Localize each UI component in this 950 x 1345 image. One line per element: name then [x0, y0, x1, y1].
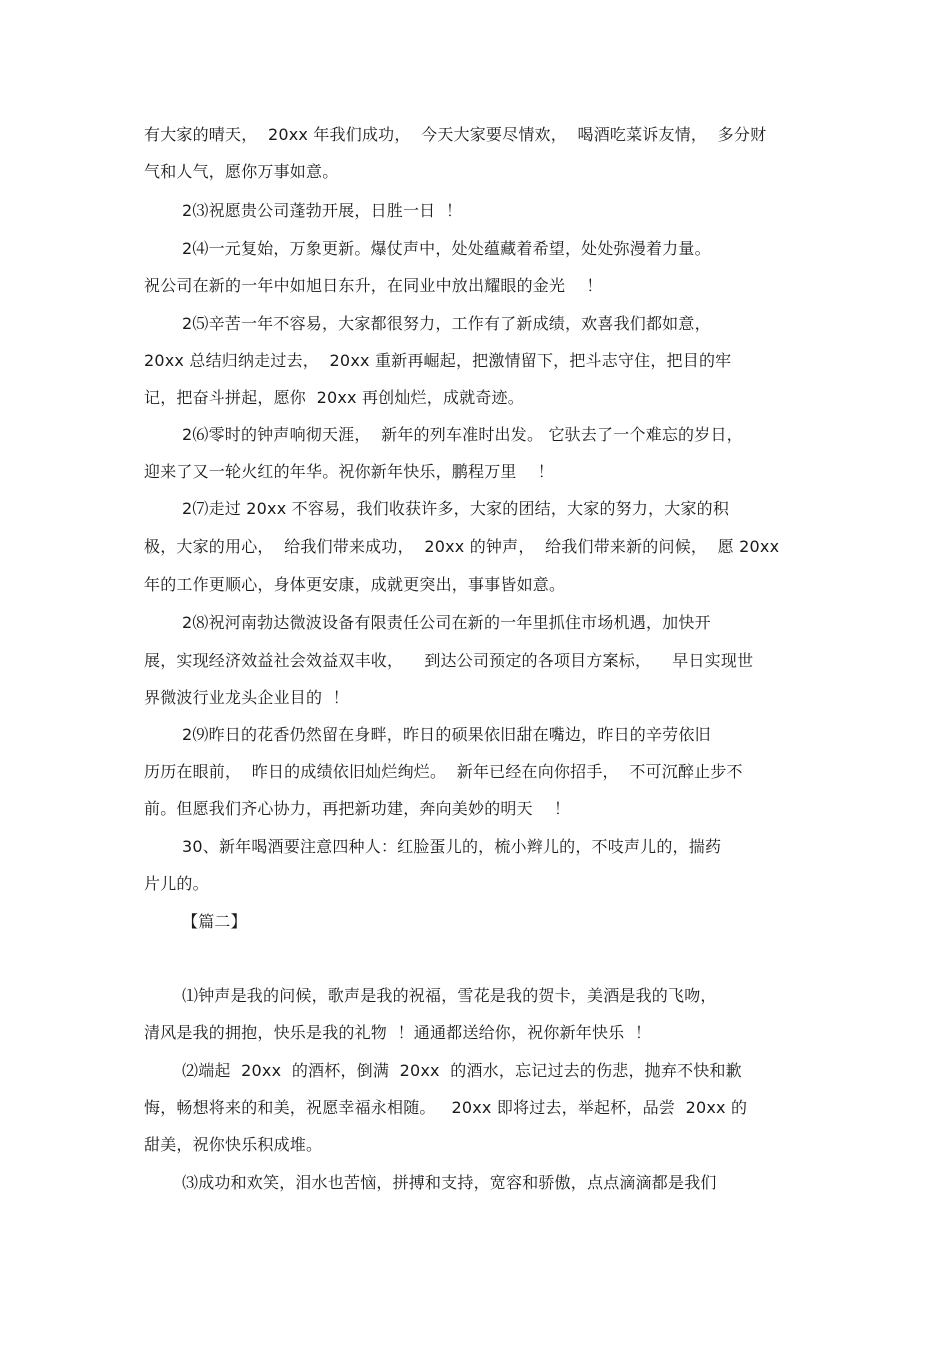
text-line: 30、新年喝酒要注意四种人：红脸蛋儿的，梳小辫儿的，不吱声儿的，揣药 [182, 837, 722, 856]
text-line: 清风是我的拥抱，快乐是我的礼物 ！通通都送给你，祝你新年快乐 ！ [144, 1023, 652, 1042]
text-line: 悔，畅想将来的和美，祝愿幸福永相随。 20xx 即将过去，举起杯，品尝 20xx 的 [144, 1098, 748, 1117]
text-line: ⑵端起 20xx 的酒杯，倒满 20xx 的酒水，忘记过去的伤悲，抛弃不快和歉 [182, 1061, 742, 1080]
text-line: 2⑸辛苦一年不容易，大家都很努力，工作有了新成绩，欢喜我们都如意， [182, 314, 711, 333]
section-heading: 【篇二】 [182, 912, 247, 931]
text-line: 迎来了又一轮火红的年华。祝你新年快乐，鹏程万里 ！ [144, 462, 554, 481]
text-line: 甜美，祝你快乐积成堆。 [144, 1135, 323, 1154]
text-line: 极，大家的用心， 给我们带来成功， 20xx 的钟声， 给我们带来新的问候， 愿 20xx [144, 537, 780, 556]
text-line: 前。但愿我们齐心协力，再把新功建，奔向美妙的明天 ！ [144, 799, 571, 818]
text-line: 历历在眼前， 昨日的成绩依旧灿烂绚烂。 新年已经在向你招手， 不可沉醉止步不 [144, 762, 743, 781]
text-line: ⑶成功和欢笑，泪水也苦恼，拼搏和支持，宽容和骄傲，点点滴滴都是我们 [182, 1173, 717, 1192]
text-line: 祝公司在新的一年中如旭日东升，在同业中放出耀眼的金光 ！ [144, 276, 603, 295]
text-line: ⑴钟声是我的问候，歌声是我的祝福，雪花是我的贺卡，美酒是我的飞吻， [182, 986, 717, 1005]
text-line: 2⑺走过 20xx 不容易，我们收获许多，大家的团结，大家的努力，大家的积 [182, 499, 730, 518]
text-line: 年的工作更顺心，身体更安康，成就更突出，事事皆如意。 [144, 575, 566, 594]
text-line: 2⑹零时的钟声响彻天涯， 新年的列车准时出发。 它驮去了一个难忘的岁日， [182, 425, 743, 444]
text-line: 有大家的晴天， 20xx 年我们成功， 今天大家要尽情欢， 喝酒吃菜诉友情， 多分财 [144, 125, 767, 144]
text-line: 记，把奋斗拼起，愿你 20xx 再创灿烂，成就奇迹。 [144, 388, 524, 407]
text-line: 20xx 总结归纳走过去， 20xx 重新再崛起，把激情留下，把斗志守住，把目的牢 [144, 351, 732, 370]
text-line: 2⑼昨日的花香仍然留在身畔，昨日的硕果依旧甜在嘴边，昨日的辛劳依旧 [182, 725, 711, 744]
text-line: 2⑻祝河南勃达微波设备有限责任公司在新的一年里抓住市场机遇，加快开 [182, 613, 711, 632]
text-line: 2⑷一元复始，万象更新。爆仗声中，处处蕴藏着希望，处处弥漫着力量。 [182, 239, 711, 258]
text-line: 界微波行业龙头企业目的 ！ [144, 688, 349, 707]
text-line: 展，实现经济效益社会效益双丰收， 到达公司预定的各项目方案标， 早日实现世 [144, 651, 754, 670]
text-line: 2⑶祝愿贵公司蓬勃开展，日胜一日 ！ [182, 201, 463, 220]
text-line: 片儿的。 [144, 874, 209, 893]
text-line: 气和人气，愿你万事如意。 [144, 162, 339, 181]
